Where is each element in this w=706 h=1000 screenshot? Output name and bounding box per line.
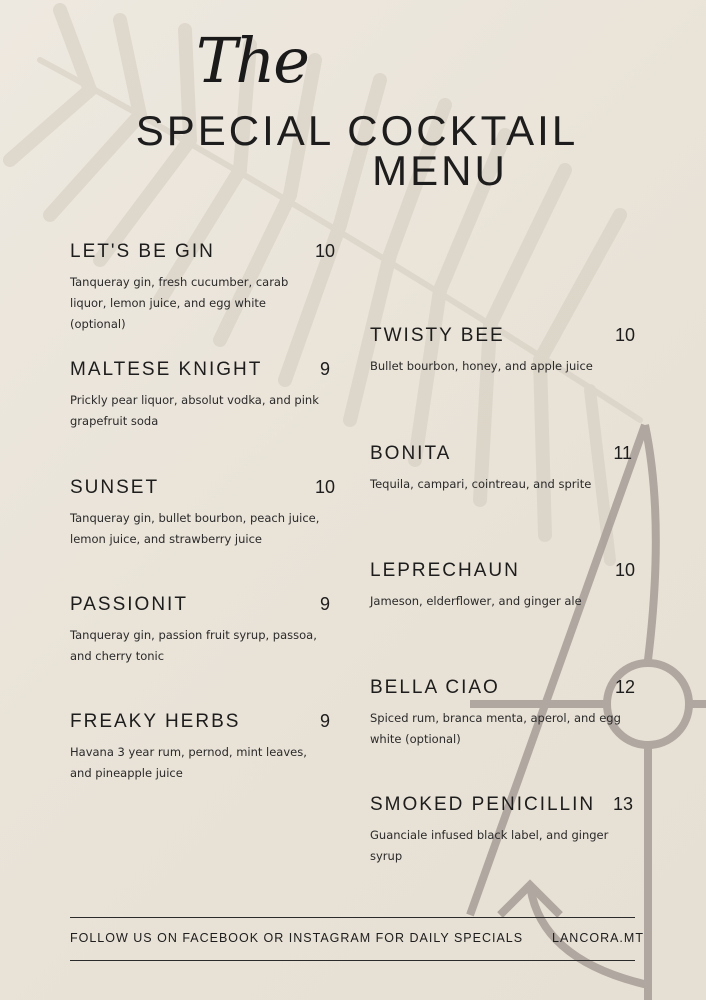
- item-price: 10: [614, 560, 635, 580]
- item-description: Havana 3 year rum, pernod, mint leaves, and pineapple juice: [70, 745, 307, 780]
- footer-social-text: FOLLOW US ON FACEBOOK OR INSTAGRAM FOR DAILY SPECIALS: [70, 931, 524, 945]
- item-name: BELLA CIAO: [370, 677, 500, 698]
- item-price: 9: [319, 359, 330, 379]
- page-title-line2: MENU: [372, 147, 508, 194]
- item-price: 10: [614, 325, 635, 345]
- menu-item: [370, 677, 635, 750]
- item-name: FREAKY HERBS: [70, 711, 241, 732]
- item-name: TWISTY BEE: [370, 325, 505, 346]
- item-name: BONITA: [370, 443, 452, 464]
- item-price: 9: [319, 594, 330, 614]
- item-description: Tequila, campari, cointreau, and sprite: [370, 477, 592, 491]
- menu-item: [70, 594, 330, 667]
- footer-divider-bottom: [70, 960, 635, 961]
- title-script-word: The: [196, 24, 308, 97]
- footer-website-link[interactable]: LANCORA.MT: [552, 931, 644, 945]
- menu-item: [70, 241, 335, 335]
- item-description: Prickly pear liquor, absolut vodka, and pink grapefruit soda: [70, 393, 319, 428]
- item-name: SUNSET: [70, 477, 160, 498]
- item-name: SMOKED PENICILLIN: [370, 794, 596, 815]
- item-price: 10: [314, 477, 335, 497]
- item-description: Tanqueray gin, fresh cucumber, carab liquor, lemon juice, and egg white (optional): [70, 275, 289, 331]
- menu-item: [370, 325, 635, 377]
- page-title: SPECIAL COCKTAIL: [135, 107, 579, 154]
- item-price: 9: [319, 711, 330, 731]
- item-description: Bullet bourbon, honey, and apple juice: [370, 359, 593, 373]
- item-name: LET'S BE GIN: [70, 241, 215, 262]
- item-name: PASSIONIT: [70, 594, 188, 615]
- menu-item: [370, 560, 635, 612]
- item-description: Tanqueray gin, passion fruit syrup, passoa, and cherry tonic: [70, 628, 317, 663]
- item-description: Guanciale infused black label, and ginger syrup: [370, 828, 609, 863]
- menu-item: [70, 477, 335, 550]
- item-price: 11: [613, 443, 632, 463]
- item-description: Jameson, elderflower, and ginger ale: [370, 594, 582, 608]
- item-price: 13: [612, 794, 633, 814]
- item-price: 10: [314, 241, 335, 261]
- item-name: LEPRECHAUN: [370, 560, 520, 581]
- item-description: Spiced rum, branca menta, aperol, and egg white (optional): [370, 711, 621, 746]
- menu-item: [70, 711, 330, 784]
- menu-item: [370, 794, 633, 867]
- item-price: 12: [614, 677, 635, 697]
- menu-item: [70, 359, 330, 432]
- item-description: Tanqueray gin, bullet bourbon, peach juice, lemon juice, and strawberry juice: [70, 511, 320, 546]
- footer-divider-top: [70, 917, 635, 918]
- item-name: MALTESE KNIGHT: [70, 359, 263, 380]
- menu-item: [370, 443, 632, 495]
